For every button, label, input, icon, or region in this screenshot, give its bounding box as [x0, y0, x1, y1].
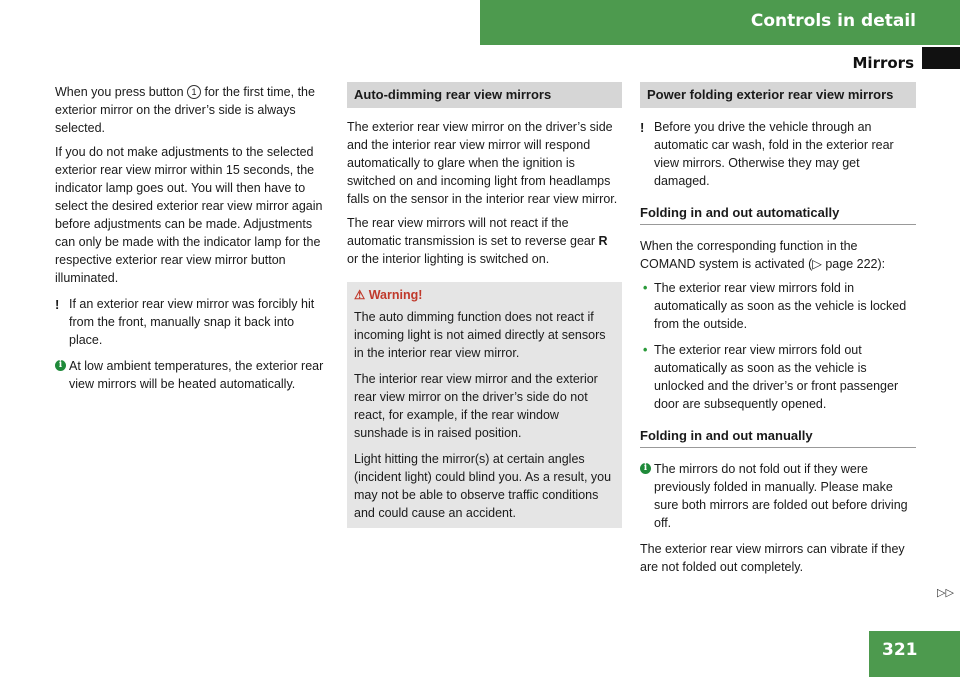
warning-icon: ⚠: [354, 288, 366, 302]
bullet-icon: •: [643, 343, 648, 357]
info-icon: i: [55, 360, 66, 371]
caution-icon: !: [640, 120, 645, 135]
continue-arrow-icon: ▷▷: [937, 587, 954, 599]
warning-paragraph-3: Light hitting the mirror(s) at certain angles (incident light) could blind you. As a result, you may not be able to observe traffic conditions and could cause an accident.: [354, 452, 612, 520]
section-tab-marker: [922, 47, 960, 69]
caution-note-car-wash: ! Before you drive the vehicle through an automatic car wash, fold in the exterior rear view mirrors. Otherwise they may get damaged.: [640, 120, 894, 188]
button-1-icon: 1: [187, 85, 201, 99]
bullet-icon: •: [643, 281, 648, 295]
paragraph-auto-dimming: The exterior rear view mirror on the driver’s side and the interior rear view mirror will respond automatically to glare when the ignition is switched on and incoming light from headlamps falls on the sensor in the interior rear view mirror.: [347, 120, 618, 206]
page-number: 321: [882, 640, 918, 660]
paragraph-reverse-gear: The rear view mirrors will not react if the automatic transmission is set to reverse gear R or the interior lighting is switched on.: [347, 216, 608, 266]
caution-icon: !: [55, 297, 60, 312]
heading-power-folding: Power folding exterior rear view mirrors: [640, 82, 916, 108]
warning-paragraph-2: The interior rear view mirror and the exterior rear view mirror on the driver’s side do not react, for example, if the rear window sunshade is in raised position.: [354, 372, 598, 440]
column-1: [55, 83, 330, 401]
section-title: Mirrors: [852, 54, 914, 72]
warning-paragraph-1: The auto dimming function does not react if incoming light is not aimed directly at sensors in the interior rear view mirror.: [354, 310, 606, 360]
caution-note: ! If an exterior rear view mirror was forcibly hit from the front, manually snap it back into place.: [55, 297, 315, 347]
heading-folding-automatically: Folding in and out automatically: [640, 204, 916, 225]
warning-title: ⚠ Warning!: [354, 288, 423, 302]
paragraph-adjustments: If you do not make adjustments to the selected exterior rear view mirror within 15 seconds, the indicator lamp goes out. You will then have to select the desired exterior rear view mirror again before adjustments can be made. Adjustments can only be made with the indicator lamp for the respective exterior rear view mirror button illuminated.: [55, 145, 323, 285]
gear-r: R: [598, 234, 608, 248]
column-2: [347, 82, 622, 528]
paragraph-button-press: When you press button 1 for the first time, the exterior mirror on the driver’s side is always selected.: [55, 85, 315, 135]
list-item: • The exterior rear view mirrors fold in automatically as soon as the vehicle is locked from the outside.: [643, 281, 907, 331]
info-icon: i: [640, 463, 651, 474]
paragraph-vibrate: The exterior rear view mirrors can vibrate if they are not folded out completely.: [640, 542, 905, 574]
list-item: • The exterior rear view mirrors fold out automatically as soon as the vehicle is unlocked and the driver’s or front passenger door are subsequently opened.: [643, 343, 899, 411]
paragraph-comand: When the corresponding function in the COMAND system is activated (▷ page 222):: [640, 239, 886, 271]
heading-auto-dimming: Auto-dimming rear view mirrors: [347, 82, 622, 108]
info-note: i At low ambient temperatures, the exterior rear view mirrors will be heated automatically.: [55, 357, 330, 393]
info-note-manual: i The mirrors do not fold out if they were previously folded in manually. Please make sure both mirrors are folded out before driving off.: [640, 460, 916, 532]
warning-box: [347, 282, 622, 528]
column-3: [640, 82, 916, 582]
heading-folding-manually: Folding in and out manually: [640, 427, 916, 448]
chapter-title: Controls in detail: [750, 11, 916, 31]
